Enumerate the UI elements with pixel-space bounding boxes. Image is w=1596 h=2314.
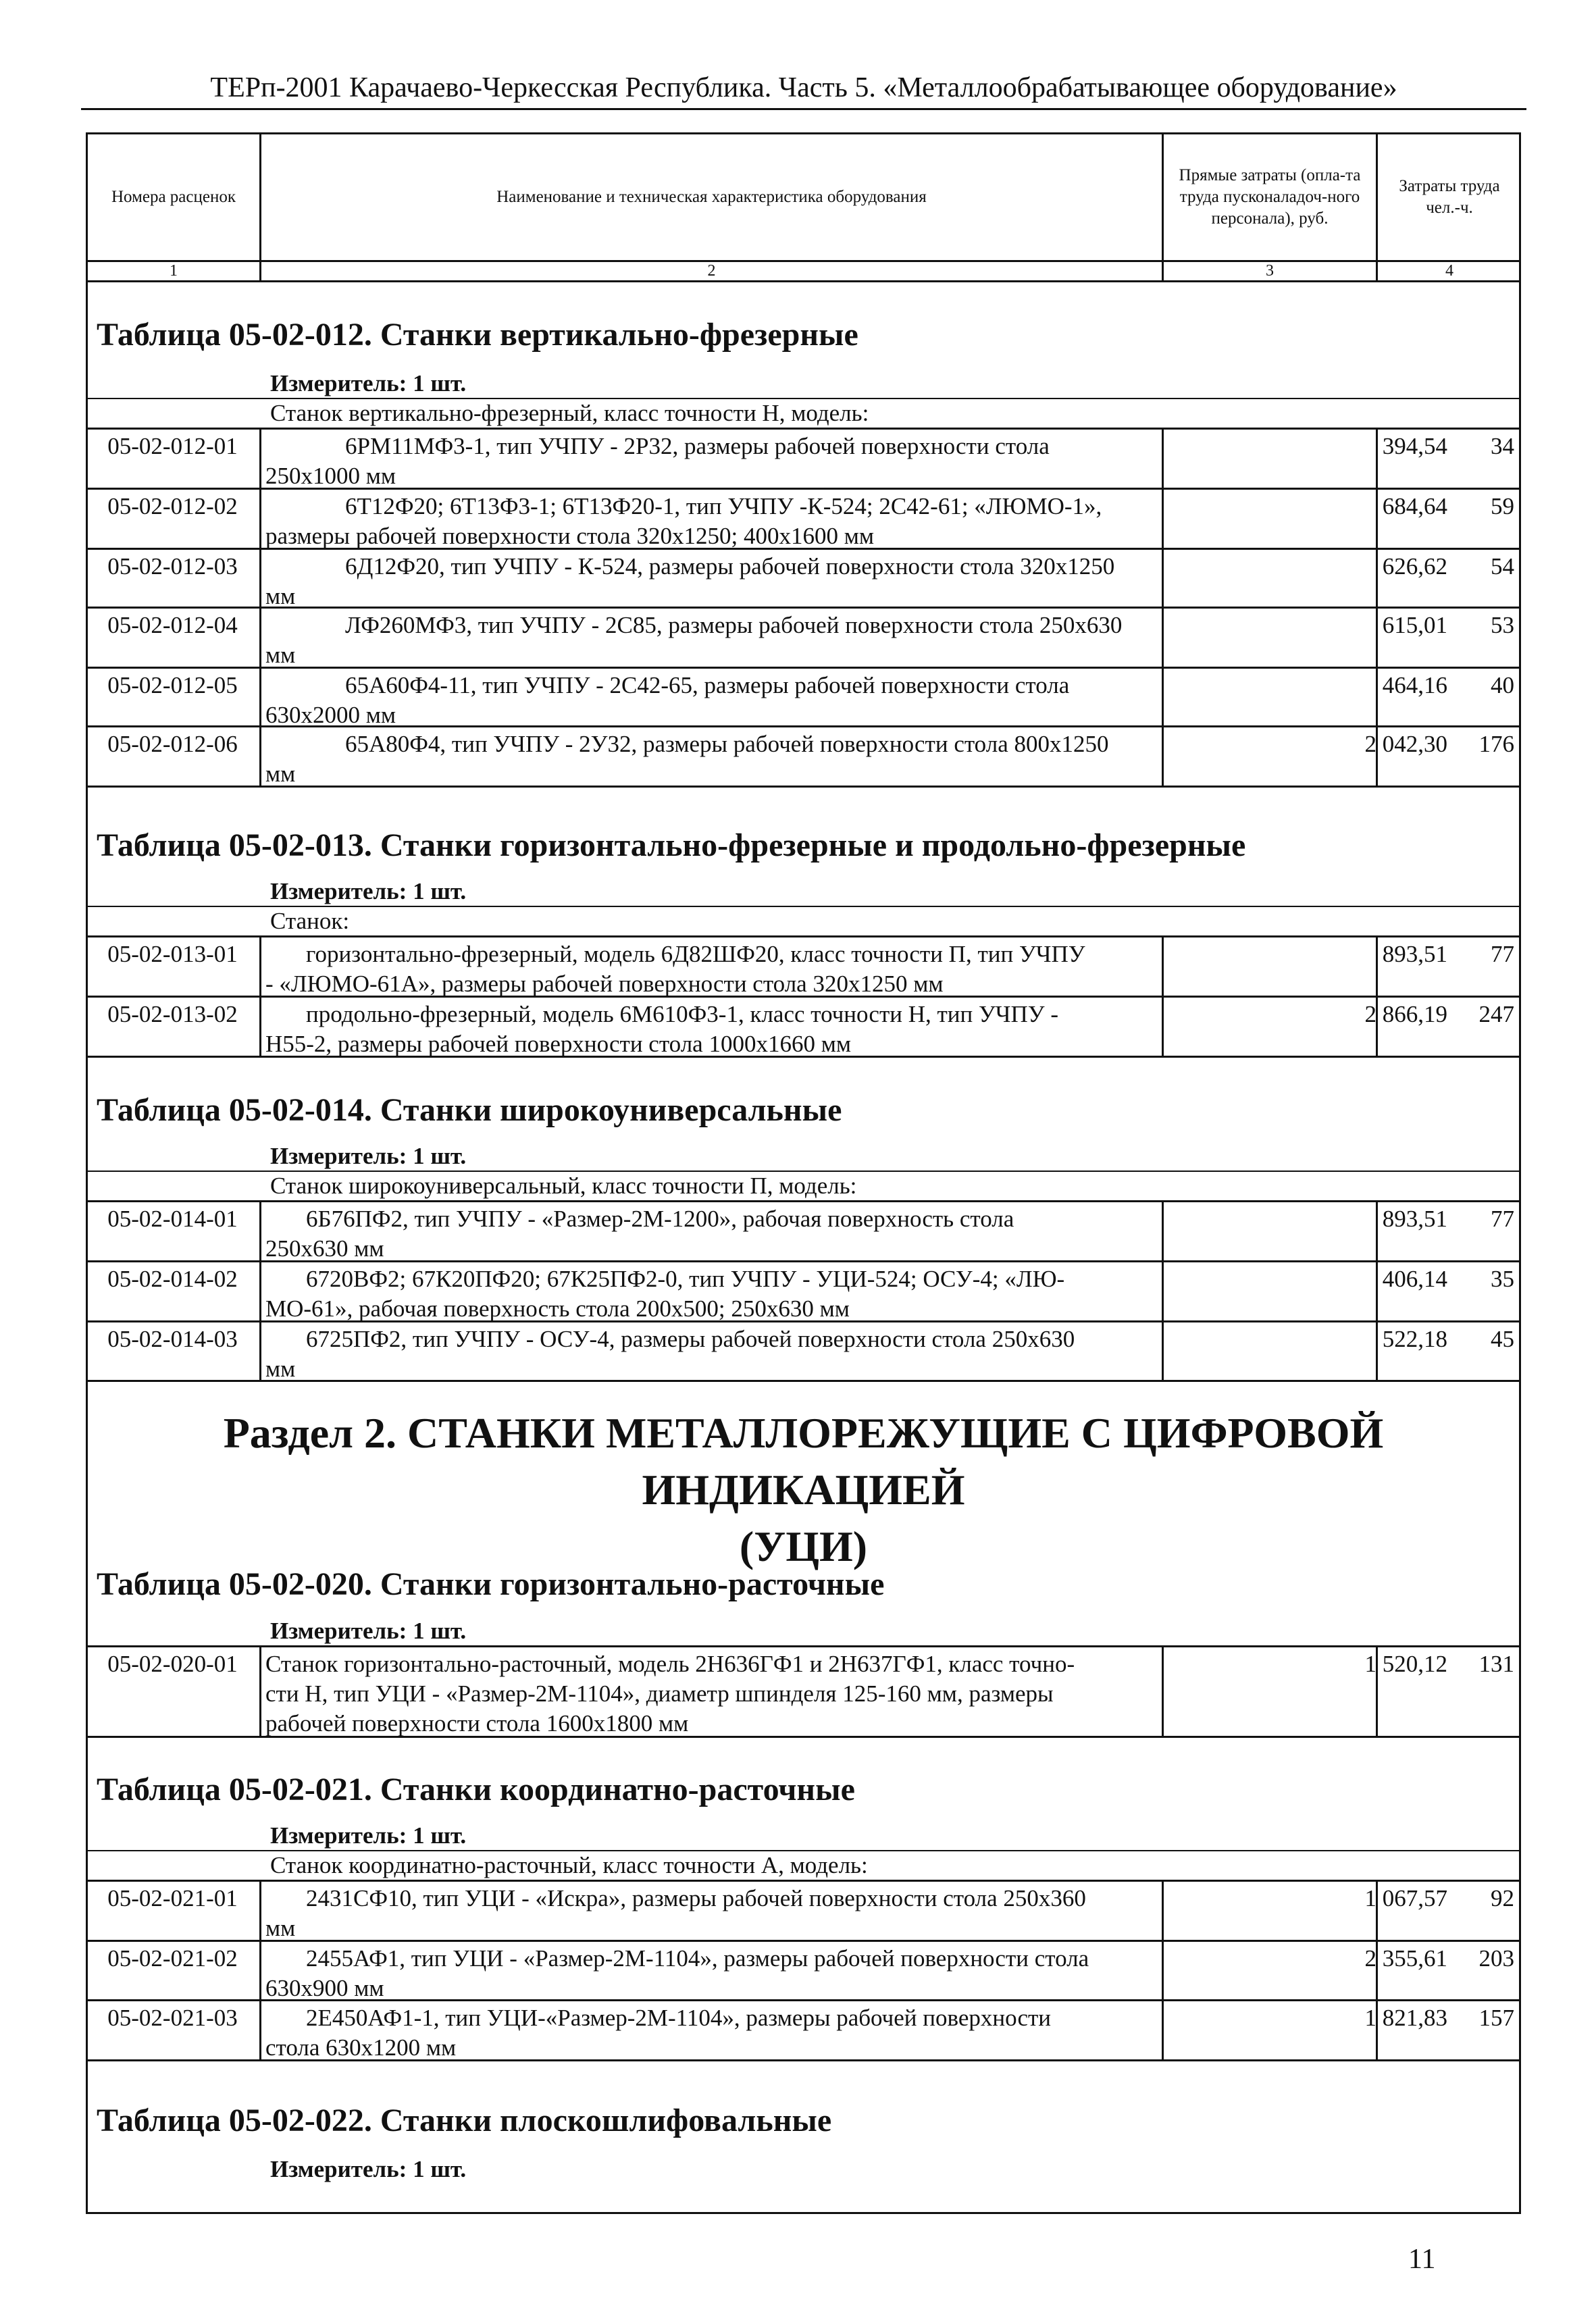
name-line: продольно-фрезерный, модель 6М610Ф3-1, класс точности Н, тип УЧПУ - — [306, 1001, 1058, 1027]
name-line: сти Н, тип УЦИ - «Размер-2М-1104», диаметр шпинделя 125-160 мм, размеры — [265, 1680, 1054, 1707]
direct-cost: 1 067,57 — [1364, 1885, 1447, 1911]
equipment-name — [265, 1000, 1249, 1059]
column-number: 4 — [1445, 262, 1453, 280]
rate-code: 05-02-012-02 — [107, 493, 238, 519]
column-number: 3 — [1266, 262, 1274, 280]
equipment-name — [265, 1649, 1249, 1739]
name-line: 65А80Ф4, тип УЧПУ - 2У32, размеры рабочей поверхности стола 800х1250 — [345, 731, 1109, 757]
row-rule — [86, 1999, 1521, 2001]
row-rule — [86, 1320, 1521, 1322]
name-line: 630х2000 мм — [265, 702, 396, 728]
column-divider — [259, 1645, 261, 1736]
labor-hours: 157 — [1478, 2005, 1514, 2031]
row-rule — [86, 2059, 1521, 2061]
equipment-name — [265, 1944, 1249, 2003]
name-line: 6РМ11МФ3-1, тип УЧПУ - 2Р32, размеры рабочей поверхности стола — [345, 433, 1050, 459]
rate-code: 05-02-014-03 — [107, 1326, 238, 1352]
rate-code: 05-02-013-02 — [107, 1001, 238, 1027]
direct-cost: 1 821,83 — [1364, 2005, 1447, 2031]
direct-cost: 394,54 — [1382, 433, 1447, 459]
equipment-name — [265, 1325, 1249, 1384]
meter-label: Измеритель: 1 шт. — [270, 878, 467, 904]
meter-label: Измеритель: 1 шт. — [270, 370, 467, 396]
group-caption: Станок: — [270, 908, 350, 934]
row-rule — [86, 1940, 1521, 1942]
name-line: - «ЛЮМО-61А», размеры рабочей поверхности стола 320х1250 мм — [265, 971, 944, 997]
column-divider — [259, 1200, 261, 1380]
direct-cost: 2 866,19 — [1364, 1001, 1447, 1027]
meter-label: Измеритель: 1 шт. — [270, 1143, 467, 1169]
section-heading — [86, 1405, 1521, 1575]
rate-code: 05-02-012-06 — [107, 731, 238, 757]
name-line: 2Е450АФ1-1, тип УЦИ-«Размер-2М-1104», размеры рабочей поверхности — [306, 2005, 1052, 2031]
column-number: 1 — [170, 262, 178, 280]
rule — [86, 1645, 1521, 1647]
rate-code: 05-02-020-01 — [107, 1651, 238, 1677]
column-number: 2 — [707, 262, 716, 280]
column-header-cost: Прямые затраты (опла-та труда пусконаладоч-ного персонала), руб. — [1179, 166, 1361, 228]
name-line: стола 630х1200 мм — [265, 2034, 457, 2061]
table-title: Таблица 05-02-020. Станки горизонтально-расточные — [97, 1566, 885, 1602]
name-line: мм — [265, 761, 296, 787]
rule — [86, 1880, 1521, 1882]
column-header-code: Номера расценок — [111, 188, 236, 206]
equipment-name — [265, 729, 1249, 789]
rate-code: 05-02-014-02 — [107, 1266, 238, 1292]
group-caption: Станок координатно-расточный, класс точности А, модель: — [270, 1852, 868, 1878]
rate-code: 05-02-021-03 — [107, 2005, 238, 2031]
row-rule — [86, 786, 1521, 788]
rate-code: 05-02-012-04 — [107, 612, 238, 638]
direct-cost: 406,14 — [1382, 1266, 1447, 1292]
row-rule — [86, 996, 1521, 998]
meter-label: Измеритель: 1 шт. — [270, 1822, 467, 1849]
name-line: рабочей поверхности стола 1600х1800 мм — [265, 1710, 689, 1737]
direct-cost: 522,18 — [1382, 1326, 1447, 1352]
labor-hours: 53 — [1491, 612, 1514, 638]
direct-cost: 893,51 — [1382, 941, 1447, 967]
direct-cost: 615,01 — [1382, 612, 1447, 638]
labor-hours: 45 — [1491, 1326, 1514, 1352]
rate-code: 05-02-012-01 — [107, 433, 238, 459]
equipment-name — [265, 1264, 1249, 1324]
group-caption: Станок вертикально-фрезерный, класс точности Н, модель: — [270, 400, 869, 426]
direct-cost: 893,51 — [1382, 1206, 1447, 1232]
rate-code: 05-02-014-01 — [107, 1206, 238, 1232]
row-rule — [86, 1260, 1521, 1262]
table-title: Таблица 05-02-021. Станки координатно-расточные — [97, 1772, 855, 1807]
equipment-name — [265, 611, 1249, 670]
name-line: 6Б76ПФ2, тип УЧПУ - «Размер-2М-1200», рабочая поверхность стола — [306, 1206, 1014, 1232]
direct-cost: 464,16 — [1382, 672, 1447, 698]
table-title: Таблица 05-02-013. Станки горизонтально-фрезерные и продольно-фрезерные — [97, 827, 1246, 863]
name-line: Станок горизонтально-расточный, модель 2Н636ГФ1 и 2Н637ГФ1, класс точно- — [265, 1651, 1075, 1677]
labor-hours: 92 — [1491, 1885, 1514, 1911]
header-bottom-rule — [86, 280, 1521, 282]
name-line: горизонтально-фрезерный, модель 6Д82ШФ20, класс точности П, тип УЧПУ — [306, 941, 1085, 967]
name-line: 2431СФ10, тип УЦИ - «Искра», размеры рабочей поверхности стола 250х360 — [306, 1885, 1086, 1911]
column-header-labor: Затраты труда чел.-ч. — [1399, 177, 1500, 217]
labor-hours: 131 — [1478, 1651, 1514, 1677]
rate-code: 05-02-012-05 — [107, 672, 238, 698]
section-heading-line: Раздел 2. СТАНКИ МЕТАЛЛОРЕЖУЩИЕ С ЦИФРОВОЙ ИНДИКАЦИЕЙ — [223, 1409, 1384, 1514]
table-title: Таблица 05-02-014. Станки широкоуниверсальные — [97, 1092, 842, 1128]
name-line: МО-61», рабочая поверхность стола 200х500; 250х630 мм — [265, 1295, 850, 1322]
row-rule — [86, 488, 1521, 490]
rate-code: 05-02-012-03 — [107, 553, 238, 580]
running-header: ТЕРп-2001 Карачаево-Черкесская Республика. Часть 5. «Металлообрабатывающее оборудование» — [210, 72, 1397, 103]
header-rule — [81, 108, 1526, 110]
labor-hours: 35 — [1491, 1266, 1514, 1292]
row-rule — [86, 607, 1521, 609]
labor-hours: 54 — [1491, 553, 1514, 580]
column-header-name: Наименование и техническая характеристика оборудования — [496, 188, 927, 206]
group-caption: Станок широкоуниверсальный, класс точности П, модель: — [270, 1173, 857, 1199]
direct-cost: 2 355,61 — [1364, 1945, 1447, 1972]
column-divider — [259, 1880, 261, 2059]
section-heading-line: (УЦИ) — [739, 1522, 868, 1570]
table-title: Таблица 05-02-022. Станки плоскошлифовальные — [97, 2103, 832, 2138]
name-line: размеры рабочей поверхности стола 320х1250; 400х1600 мм — [265, 523, 875, 549]
equipment-name — [265, 671, 1249, 730]
name-line: 2455АФ1, тип УЦИ - «Размер-2М-1104», размеры рабочей поверхности стола — [306, 1945, 1089, 1972]
meter-label: Измеритель: 1 шт. — [270, 1618, 467, 1644]
rule — [86, 428, 1521, 430]
equipment-name — [265, 492, 1249, 551]
labor-hours: 40 — [1491, 672, 1514, 698]
labor-hours: 77 — [1491, 1206, 1514, 1232]
name-line: мм — [265, 583, 296, 609]
name-line: Н55-2, размеры рабочей поверхности стола 1000х1660 мм — [265, 1031, 852, 1057]
table-title: Таблица 05-02-012. Станки вертикально-фрезерные — [97, 317, 858, 353]
row-rule — [86, 548, 1521, 550]
meter-label: Измеритель: 1 шт. — [270, 2156, 467, 2182]
name-line: мм — [265, 1915, 296, 1941]
row-rule — [86, 667, 1521, 669]
direct-cost: 626,62 — [1382, 553, 1447, 580]
row-rule — [86, 1380, 1521, 1382]
labor-hours: 176 — [1478, 731, 1514, 757]
name-line: 6Т12Ф20; 6Т13Ф3-1; 6Т13Ф20-1, тип УЧПУ -К-524; 2С42-61; «ЛЮМО-1», — [345, 493, 1102, 519]
labor-hours: 77 — [1491, 941, 1514, 967]
rate-code: 05-02-013-01 — [107, 941, 238, 967]
direct-cost: 684,64 — [1382, 493, 1447, 519]
rule — [86, 935, 1521, 937]
rate-code: 05-02-021-01 — [107, 1885, 238, 1911]
name-line: ЛФ260МФ3, тип УЧПУ - 2С85, размеры рабочей поверхности стола 250х630 — [345, 612, 1123, 638]
direct-cost: 2 042,30 — [1364, 731, 1447, 757]
rule — [86, 1200, 1521, 1202]
equipment-name — [265, 1884, 1249, 1943]
name-line: мм — [265, 642, 296, 668]
direct-cost: 1 520,12 — [1364, 1651, 1447, 1677]
rate-code: 05-02-021-02 — [107, 1945, 238, 1972]
row-rule — [86, 1056, 1521, 1058]
equipment-name — [265, 940, 1249, 999]
name-line: 65А60Ф4-11, тип УЧПУ - 2С42-65, размеры рабочей поверхности стола — [345, 672, 1070, 698]
equipment-name — [265, 552, 1249, 611]
equipment-name — [265, 1204, 1249, 1264]
page-number: 11 — [1408, 2244, 1436, 2275]
name-line: 250х1000 мм — [265, 463, 396, 489]
name-line: 6720ВФ2; 67К20ПФ20; 67К25ПФ2-0, тип УЧПУ - УЦИ-524; ОСУ-4; «ЛЮ- — [306, 1266, 1065, 1292]
labor-hours: 34 — [1491, 433, 1514, 459]
equipment-name — [265, 2003, 1249, 2063]
labor-hours: 247 — [1478, 1001, 1514, 1027]
labor-hours: 59 — [1491, 493, 1514, 519]
name-line: мм — [265, 1356, 296, 1382]
name-line: 630х900 мм — [265, 1975, 384, 2001]
equipment-name — [265, 432, 1249, 491]
row-rule — [86, 1736, 1521, 1738]
row-rule — [86, 725, 1521, 727]
labor-hours: 203 — [1478, 1945, 1514, 1972]
name-line: 6725ПФ2, тип УЧПУ - ОСУ-4, размеры рабочей поверхности стола 250х630 — [306, 1326, 1075, 1352]
name-line: 250х630 мм — [265, 1235, 384, 1262]
name-line: 6Д12Ф20, тип УЧПУ - К-524, размеры рабочей поверхности стола 320х1250 — [345, 553, 1115, 580]
